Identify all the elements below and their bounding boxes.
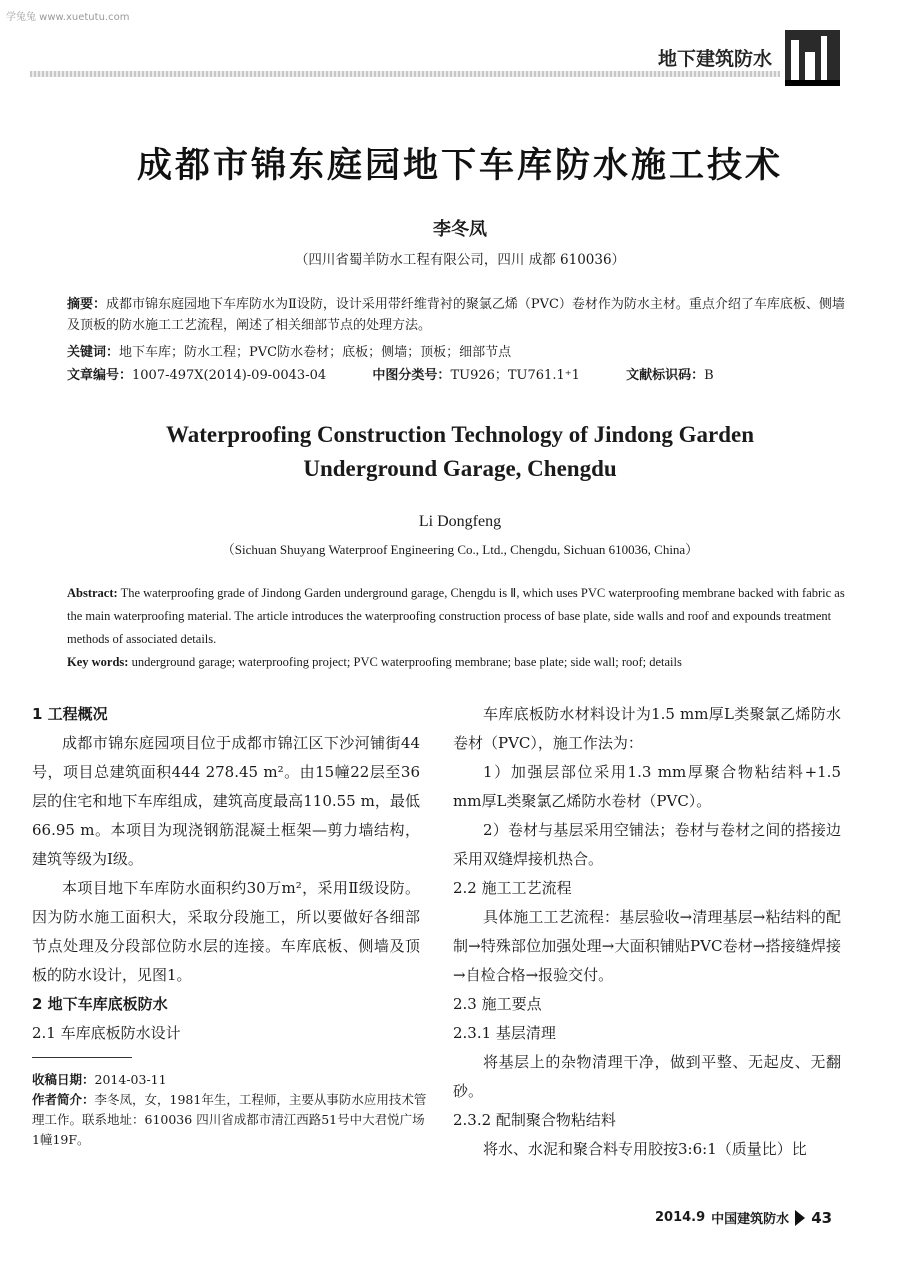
footer-issue: 2014.9 <box>655 1210 706 1225</box>
bio-text: 李冬凤，女，1981年生，工程师，主要从事防水应用技术管理工作。联系地址：610036 四川省成都市清江西路51号中大君悦广场1幢19F。 <box>32 1092 427 1147</box>
keywords-cn-label: 关键词： <box>67 345 120 360</box>
page-footer <box>655 1208 832 1227</box>
abstract-en <box>67 582 852 651</box>
paragraph: 将水、水泥和聚合料专用胶按3:6:1（质量比）比 <box>483 1140 807 1158</box>
keywords-en-label: Key words: <box>67 655 129 669</box>
subsubsection-heading: 2.3.1 基层清理 <box>453 1024 556 1042</box>
received-date: 2014-03-11 <box>94 1072 167 1087</box>
footnote <box>32 1070 427 1150</box>
clc-label: 中图分类号： <box>372 368 451 383</box>
subsubsection-heading: 2.3.2 配制聚合物粘结料 <box>453 1111 616 1129</box>
subsection-heading: 2.1 车库底板防水设计 <box>32 1024 181 1042</box>
subsection-heading: 2.3 施工要点 <box>453 995 542 1013</box>
paper-title: 成都市锦东庭园地下车库防水施工技术 <box>136 146 783 186</box>
journal-logo-icon <box>785 30 840 86</box>
author-name-en: Li Dongfeng <box>418 513 502 530</box>
paragraph: 本项目地下车库防水面积约30万m²，采用Ⅱ级设防。因为防水施工面积大，采取分段施工，所以要做好各细部节点处理及分段部位防水层的连接。车库底板、侧墙及顶板的防水设计，见图1。 <box>32 879 420 984</box>
keywords-en-text: underground garage; waterproofing project; PVC waterproofing membrane; base plate; side wall; roof; details <box>131 655 682 669</box>
paragraph: 具体施工工艺流程：基层验收→清理基层→粘结料的配制→特殊部位加强处理→大面积铺贴PVC卷材→搭接缝焊接→自检合格→报验交付。 <box>453 908 841 984</box>
abstract-en-label: Abstract: <box>67 586 118 600</box>
section-tag: 地下建筑防水 <box>657 48 772 70</box>
title-en-line1: Waterproofing Construction Technology of Jindong Garden <box>165 422 755 447</box>
doc-code: B <box>704 368 714 383</box>
author-name: 李冬凤 <box>433 219 487 240</box>
footnote-received <box>32 1070 427 1090</box>
section-heading: 2 地下车库底板防水 <box>32 995 168 1013</box>
subsection-heading: 2.2 施工工艺流程 <box>453 879 572 897</box>
author-affiliation-en: （Sichuan Shuyang Waterproof Engineering Co., Ltd., Chengdu, Sichuan 610036, China） <box>221 542 699 557</box>
paragraph: 将基层上的杂物清理干净，做到平整、无起皮、无翻砂。 <box>453 1053 841 1100</box>
arrow-right-icon <box>795 1210 805 1226</box>
title-en-line2: Underground Garage, Chengdu <box>303 456 617 481</box>
received-label: 收稿日期： <box>32 1072 95 1087</box>
article-meta <box>67 365 852 386</box>
article-no-label: 文章编号： <box>67 368 133 383</box>
body-column-left <box>32 700 420 1048</box>
abstract-cn-text: 成都市锦东庭园地下车库防水为Ⅱ设防，设计采用带纤维背衬的聚氯乙烯（PVC）卷材作为防水主材。重点介绍了车库底板、侧墙及顶板的防水施工工艺流程，阐述了相关细部节点的处理方法。 <box>67 297 845 333</box>
page-number: 43 <box>811 1208 833 1227</box>
keywords-en <box>67 651 852 674</box>
paragraph: 1）加强层部位采用1.3 mm厚聚合物粘结料+1.5 mm厚L类聚氯乙烯防水卷材（PVC）。 <box>453 763 841 810</box>
body-column-right <box>453 700 841 1164</box>
footer-journal: 中国建筑防水 <box>711 1212 790 1227</box>
section-heading: 1 工程概况 <box>32 705 108 723</box>
keywords-cn <box>67 342 852 363</box>
doc-code-label: 文献标识码： <box>626 368 705 383</box>
abstract-cn-label: 摘要： <box>67 297 107 312</box>
article-no: 1007-497X(2014)-09-0043-04 <box>132 368 327 383</box>
abstract-en-text: The waterproofing grade of Jindong Garden underground garage, Chengdu is Ⅱ, which uses PVC waterproofing membrane backed with fabric as the main waterproofing material. The article introduces the waterproofing construction process of base plate, side walls and roof and expounds treatment methods of associated details. <box>67 586 845 646</box>
bio-label: 作者简介： <box>32 1092 95 1107</box>
paper-title-en <box>0 418 920 486</box>
keywords-cn-text: 地下车库；防水工程；PVC防水卷材；底板；侧墙；顶板；细部节点 <box>119 345 512 360</box>
footnote-bio <box>32 1090 427 1150</box>
author-affiliation: （四川省蜀羊防水工程有限公司，四川 成都 610036） <box>294 252 626 268</box>
watermark: 学兔兔 www.xuetutu.com <box>6 12 130 23</box>
paragraph: 成都市锦东庭园项目位于成都市锦江区下沙河铺街44号，项目总建筑面积444 278.45 m²。由15幢22层至36层的住宅和地下车库组成，建筑高度最高110.55 m，最低66.95 m。本项目为现浇钢筋混凝土框架—剪力墙结构，建筑等级为Ⅰ级。 <box>32 734 420 868</box>
header-band <box>30 71 780 77</box>
footnote-divider <box>32 1057 132 1058</box>
abstract-cn <box>67 294 852 336</box>
paragraph: 2）卷材与基层采用空铺法；卷材与卷材之间的搭接边采用双缝焊接机热合。 <box>453 821 841 868</box>
paragraph: 车库底板防水材料设计为1.5 mm厚L类聚氯乙烯防水卷材（PVC），施工作法为： <box>453 705 841 752</box>
clc-code: TU926；TU761.1⁺1 <box>450 368 580 383</box>
